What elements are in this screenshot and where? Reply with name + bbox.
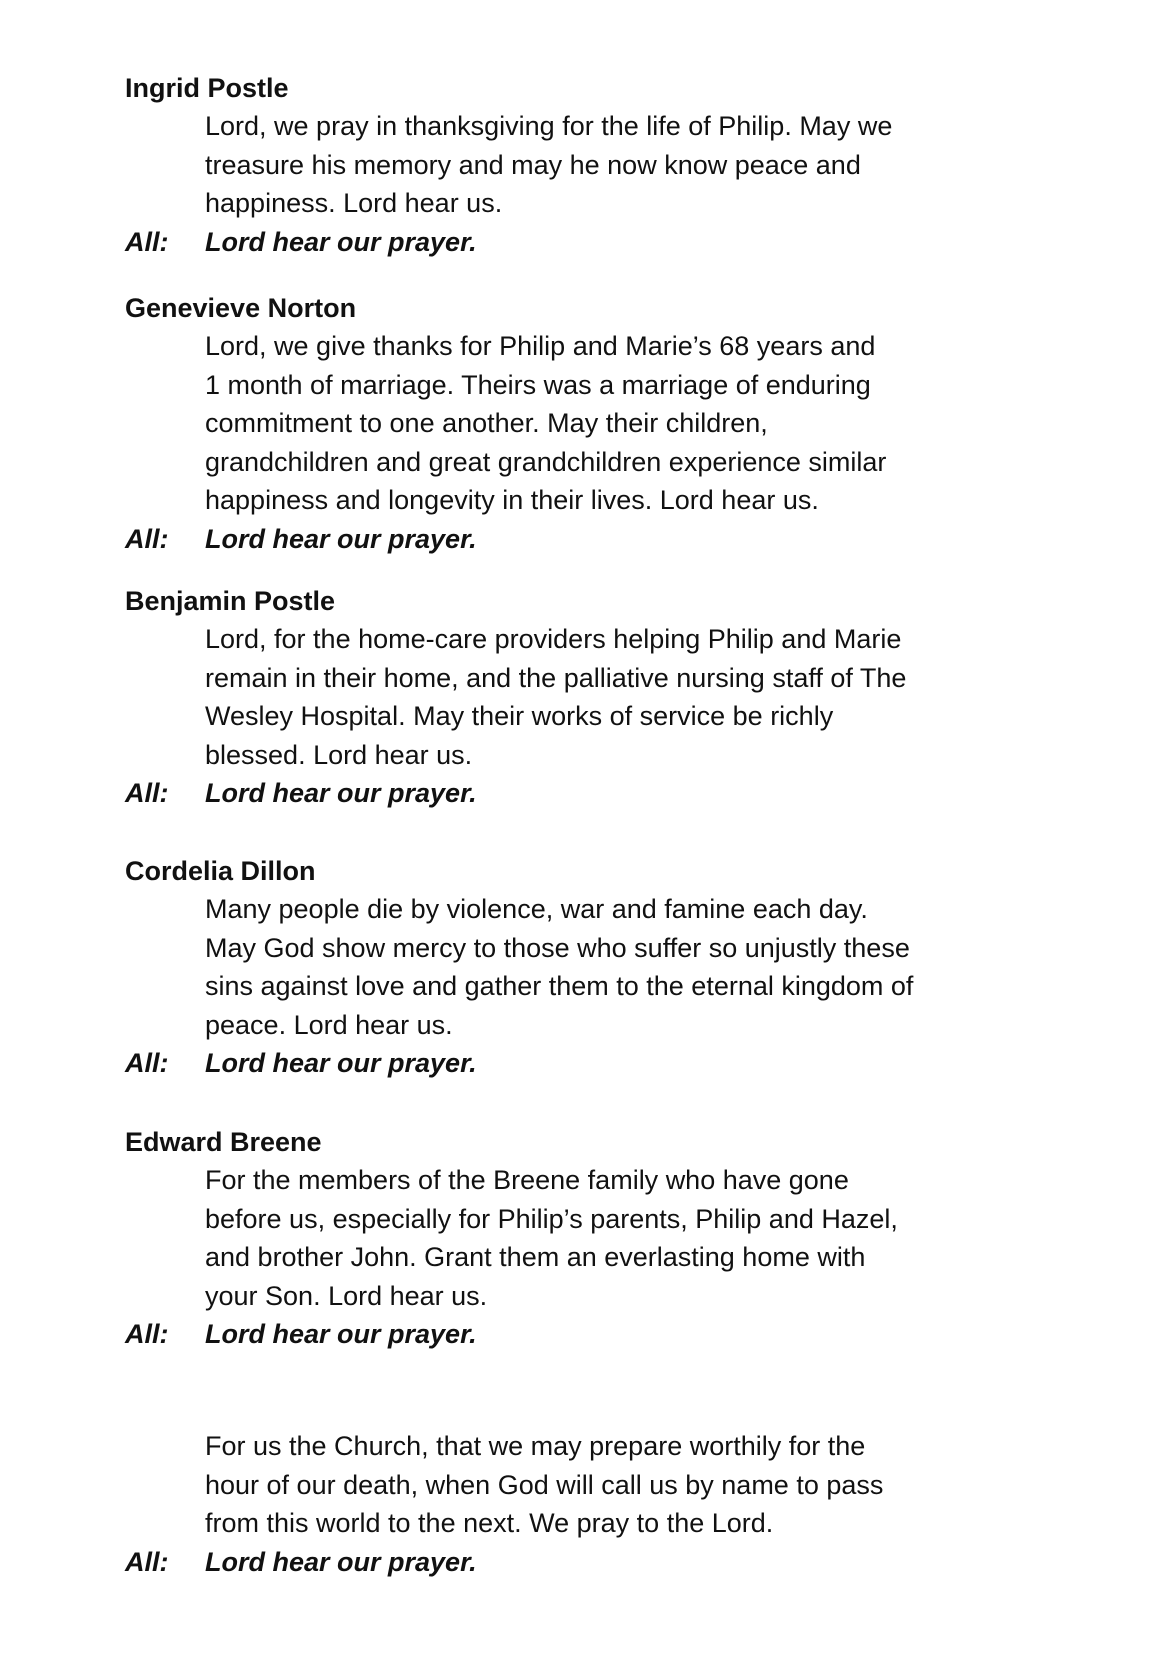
- response-label: All:: [125, 1546, 169, 1577]
- congregation-response: [125, 1543, 1065, 1581]
- prayer-line: hour of our death, when God will call us by name to pass: [205, 1469, 884, 1500]
- response-label: All:: [125, 226, 169, 257]
- prayer-line: Wesley Hospital. May their works of service be richly: [205, 701, 834, 731]
- intercession-block: [125, 582, 1065, 812]
- intercession-block: [125, 852, 1065, 1082]
- prayer-line: happiness and longevity in their lives. Lord hear us.: [205, 485, 819, 515]
- response-text: Lord hear our prayer.: [205, 1048, 477, 1078]
- prayer-text: [205, 1161, 1065, 1315]
- prayer-text: [205, 890, 1065, 1044]
- prayer-line: grandchildren and great grandchildren experience similar: [205, 446, 887, 477]
- prayer-line: treasure his memory and may he now know peace and: [205, 149, 861, 180]
- prayer-line: 1 month of marriage. Theirs was a marriage of enduring: [205, 369, 871, 400]
- reader-name: Ingrid Postle: [125, 73, 289, 103]
- prayer-text: [205, 620, 1065, 774]
- response-label: All:: [125, 1048, 169, 1078]
- prayer-line: peace. Lord hear us.: [205, 1009, 453, 1040]
- prayer-line: remain in their home, and the palliative nursing staff of The: [205, 662, 907, 693]
- intercession-block: [125, 289, 1065, 558]
- intercession-block: [125, 1427, 1065, 1581]
- congregation-response: [125, 774, 1065, 812]
- response-label: All:: [125, 1319, 169, 1349]
- response-label: All:: [125, 523, 169, 554]
- response-text: Lord hear our prayer.: [205, 1546, 477, 1577]
- congregation-response: [125, 520, 1065, 558]
- prayer-line: For us the Church, that we may prepare worthily for the: [205, 1431, 866, 1461]
- congregation-response: [125, 1044, 1065, 1082]
- response-text: Lord hear our prayer.: [205, 523, 477, 554]
- prayer-line: Many people die by violence, war and famine each day.: [205, 894, 868, 924]
- prayer-line: happiness. Lord hear us.: [205, 188, 503, 218]
- prayer-line: Lord, we pray in thanksgiving for the life of Philip. May we: [205, 111, 893, 141]
- response-text: Lord hear our prayer.: [205, 778, 477, 808]
- reader-name: Genevieve Norton: [125, 293, 357, 323]
- reader-name: Cordelia Dillon: [125, 856, 316, 886]
- prayer-line: and brother John. Grant them an everlasting home with: [205, 1242, 866, 1272]
- response-text: Lord hear our prayer.: [205, 1319, 477, 1349]
- response-label: All:: [125, 778, 169, 808]
- prayer-line: Lord, for the home-care providers helping Philip and Marie: [205, 624, 902, 654]
- reader-name: Benjamin Postle: [125, 586, 336, 616]
- prayer-text: [205, 107, 1065, 223]
- intercession-block: [125, 1123, 1065, 1353]
- response-text: Lord hear our prayer.: [205, 226, 477, 257]
- prayer-line: before us, especially for Philip’s parents, Philip and Hazel,: [205, 1203, 898, 1234]
- prayer-line: sins against love and gather them to the eternal kingdom of: [205, 971, 914, 1001]
- intercession-block: [125, 69, 1065, 261]
- prayer-line: Lord, we give thanks for Philip and Marie’s 68 years and: [205, 331, 876, 361]
- prayer-line: For the members of the Breene family who have gone: [205, 1165, 849, 1195]
- prayer-line: blessed. Lord hear us.: [205, 739, 473, 770]
- prayer-line: your Son. Lord hear us.: [205, 1280, 488, 1311]
- reader-name: Edward Breene: [125, 1127, 322, 1157]
- prayer-line: May God show mercy to those who suffer so unjustly these: [205, 932, 910, 963]
- prayer-text: [205, 327, 1065, 520]
- prayer-line: from this world to the next. We pray to the Lord.: [205, 1508, 774, 1538]
- congregation-response: [125, 223, 1065, 261]
- prayer-line: commitment to one another. May their children,: [205, 408, 768, 438]
- prayer-text: [205, 1427, 1065, 1543]
- congregation-response: [125, 1315, 1065, 1353]
